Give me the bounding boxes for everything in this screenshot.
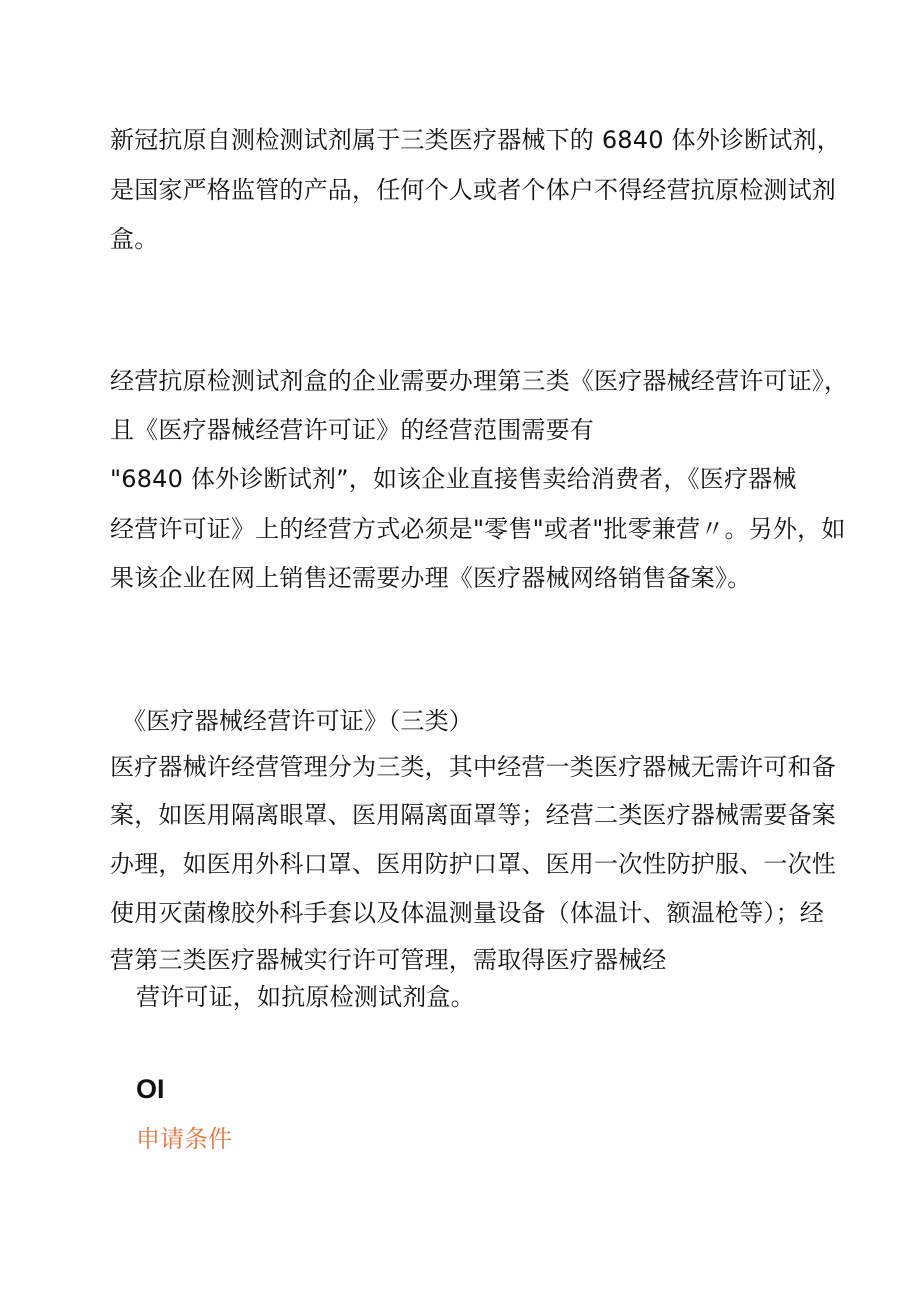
paragraph-2-line-5: 果该企业在网上销售还需要办理《医疗器械网络销售备案》。 bbox=[110, 564, 752, 592]
paragraph-3-line-2: 案，如医用隔离眼罩、医用隔离面罩等；经营二类医疗器械需要备案 bbox=[110, 801, 836, 829]
paragraph-1-line-3: 盒。 bbox=[110, 225, 159, 253]
paragraph-3-line-5: 营第三类医疗器械实行许可管理，需取得医疗器械经 bbox=[110, 946, 667, 974]
paragraph-3-line-1: 医疗器械许经营管理分为三类，其中经营一类医疗器械无需许可和备 bbox=[110, 753, 836, 781]
paragraph-1-line-1: 新冠抗原自测检测试剂属于三类医疗器械下的 6840 体外诊断试剂， bbox=[110, 126, 841, 154]
paragraph-2-line-2: 且《医疗器械经营许可证》的经营范围需要有 bbox=[110, 416, 594, 444]
paragraph-3-title: 《医疗器械经营许可证》（三类） bbox=[122, 707, 473, 735]
section-title: 申请条件 bbox=[136, 1125, 232, 1153]
paragraph-1-line-2: 是国家严格监管的产品，任何个人或者个体户不得经营抗原检测试剂 bbox=[110, 176, 836, 204]
paragraph-3-line-3: 办理，如医用外科口罩、医用防护口罩、医用一次性防护服、一次性 bbox=[110, 850, 836, 878]
section-number: OI bbox=[136, 1074, 165, 1104]
paragraph-2-line-1: 经营抗原检测试剂盒的企业需要办理第三类《医疗器械经营许可证》， bbox=[110, 367, 849, 395]
paragraph-3-line-4: 使用灭菌橡胶外科手套以及体温测量设备（体温计、额温枪等）；经 bbox=[110, 899, 824, 927]
paragraph-2-line-3: "6840 体外诊断试剂”，如该企业直接售卖给消费者，《医疗器械 bbox=[110, 465, 797, 493]
paragraph-3-line-6: 营许可证，如抗原检测试剂盒。 bbox=[136, 983, 475, 1011]
paragraph-2-line-4: 经营许可证》上的经营方式必须是"零售"或者"批零兼营〃。另外，如 bbox=[110, 515, 846, 543]
